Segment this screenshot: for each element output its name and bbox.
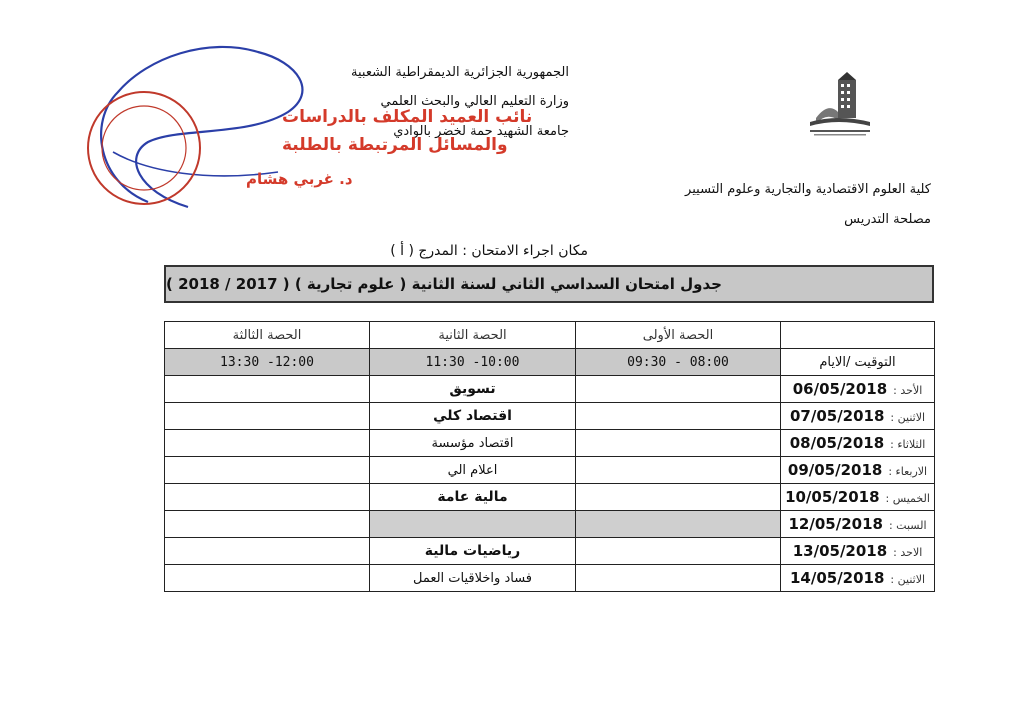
cell-p3 <box>165 484 370 511</box>
cell-p3 <box>165 565 370 592</box>
day-cell <box>781 565 935 592</box>
schedule-title: جدول امتحان السداسي الثاني لسنة الثانية ( علوم تجارية ) ( 2017 / 2018 ) <box>164 265 934 303</box>
day-cell <box>781 430 935 457</box>
university-logo <box>808 72 874 140</box>
corner-label: التوقيت /الايام <box>781 349 935 376</box>
exam-schedule-table <box>164 321 935 592</box>
cell-p2: اعلام الي <box>370 457 576 484</box>
cell-p2 <box>370 511 576 538</box>
day-cell <box>781 511 935 538</box>
exam-venue: مكان اجراء الامتحان : المدرج ( أ ) <box>390 243 588 259</box>
cell-p3 <box>165 376 370 403</box>
day-date: 13/05/2018 <box>792 542 888 560</box>
period-header-1: الحصة الأولى <box>576 322 781 349</box>
day-date: 10/05/2018 <box>785 488 880 506</box>
stamp-signatory: د. غربي هشام <box>246 170 353 188</box>
cell-p3 <box>165 403 370 430</box>
cell-p1 <box>576 511 781 538</box>
day-date: 12/05/2018 <box>788 515 883 533</box>
header-university: جامعة الشهيد حمة لخضر بالوادي <box>393 124 569 139</box>
day-name: الاربعاء : <box>888 465 928 478</box>
cell-p3 <box>165 457 370 484</box>
day-date: 14/05/2018 <box>789 569 885 587</box>
cell-p1 <box>576 457 781 484</box>
day-name: السبت : <box>888 519 927 532</box>
time-slot-3: 13:30 -12:00 <box>165 349 370 376</box>
cell-p3 <box>165 538 370 565</box>
period-header-3: الحصة الثالثة <box>165 322 370 349</box>
header-republic: الجمهورية الجزائرية الديمقراطية الشعبية <box>351 65 569 80</box>
cell-p2: مالية عامة <box>370 484 576 511</box>
period-header-2: الحصة الثانية <box>370 322 576 349</box>
cell-p1 <box>576 430 781 457</box>
table-row <box>165 484 935 511</box>
day-name: الاحد : <box>893 546 923 559</box>
day-name: الأحد : <box>893 384 923 397</box>
cell-p1 <box>576 538 781 565</box>
cell-p3 <box>165 430 370 457</box>
cell-p1 <box>576 565 781 592</box>
day-cell <box>781 484 935 511</box>
day-name: الثلاثاء : <box>890 438 926 451</box>
faculty-name: كلية العلوم الاقتصادية والتجارية وعلوم التسيير <box>685 182 931 197</box>
table-row <box>165 457 935 484</box>
day-name: الخميس : <box>885 492 930 505</box>
cell-p1 <box>576 403 781 430</box>
table-row <box>165 538 935 565</box>
cell-p2: تسويق <box>370 376 576 403</box>
table-row <box>165 403 935 430</box>
corner-empty <box>781 322 935 349</box>
cell-p1 <box>576 376 781 403</box>
day-date: 06/05/2018 <box>792 380 888 398</box>
service-name: مصلحة التدريس <box>844 212 931 227</box>
table-row <box>165 511 935 538</box>
cell-p2: اقتصاد كلي <box>370 403 576 430</box>
day-name: الاثنين : <box>890 573 926 586</box>
time-slot-1: 09:30 - 08:00 <box>576 349 781 376</box>
table-row <box>165 430 935 457</box>
header-ministry: وزارة التعليم العالي والبحث العلمي <box>380 94 569 109</box>
day-name: الاثنين : <box>890 411 926 424</box>
day-date: 09/05/2018 <box>787 461 883 479</box>
cell-p3 <box>165 511 370 538</box>
cell-p2: رياضيات مالية <box>370 538 576 565</box>
table-row <box>165 349 935 376</box>
cell-p2: فساد واخلاقيات العمل <box>370 565 576 592</box>
cell-p1 <box>576 484 781 511</box>
cell-p2: اقتصاد مؤسسة <box>370 430 576 457</box>
stamp-title-line2: والمسائل المرتبطة بالطلبة <box>282 135 508 155</box>
day-cell <box>781 376 935 403</box>
day-date: 08/05/2018 <box>789 434 885 452</box>
table-row <box>165 565 935 592</box>
table-row <box>165 376 935 403</box>
day-date: 07/05/2018 <box>789 407 885 425</box>
table-row <box>165 322 935 349</box>
stamp-title-line1: نائب العميد المكلف بالدراسات <box>282 107 533 127</box>
day-cell <box>781 457 935 484</box>
day-cell <box>781 538 935 565</box>
day-cell <box>781 403 935 430</box>
time-slot-2: 11:30 -10:00 <box>370 349 576 376</box>
